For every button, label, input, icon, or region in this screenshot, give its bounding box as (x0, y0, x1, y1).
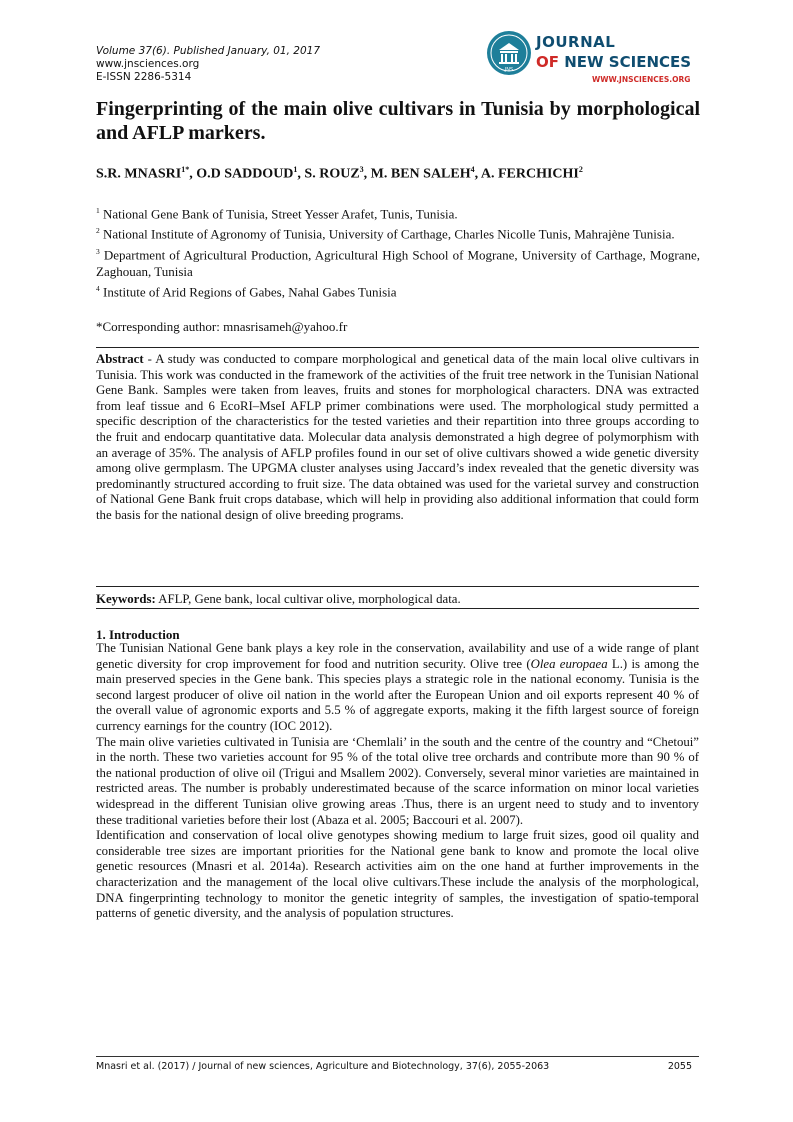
author-affiliation-mark: 2 (578, 165, 583, 174)
keywords (96, 592, 461, 607)
author-affiliation-mark: 1* (181, 165, 190, 174)
author-list (96, 165, 583, 183)
intro-paragraph-3: Identification and conservation of local olive genotypes showing medium to large fruit sizes, good oil quality and considerable tree sizes are important priorities for the National gene bank to know and promote the local olive genetic resources (Mnasri et al. 2014a). Research activities aim on the one hand at further improvements in the characterization and the management of the local olive cultivars.These include the analysis of the morphological, DNA fingerprinting technology to monitor the genetic integrity of samples, the investigation of spatio-temporal patterns of genetic diversity, and the analysis of population structures. (96, 828, 699, 921)
affiliation-number: 2 (96, 226, 100, 236)
abstract-bottom-rule (96, 586, 699, 587)
journal-seal-icon (486, 30, 532, 76)
logo-journal-word: JOURNAL (536, 33, 616, 51)
intro-p1-text-b: L.) is among the main preserved species in the Gene bank. This species plays a strategic role in the national economy. Tunisia is the second largest producer of olive oil nation in the world after the European Union and oil exports represent 40 % of the overall value of agronomic exports and 5.5 % of aggregate exports, making it the fifth largest source of foreign currency earnings for the country (IOC 2012). (96, 656, 699, 733)
affiliations (96, 202, 700, 300)
logo-new-sciences (536, 53, 691, 71)
abstract-text: - A study was conducted to compare morphological and genetical data of the main local olive cultivars in Tunisia. This work was conducted in the framework of the activities of the fruit tree network in the Tunisian National Gene Bank. Samples were taken from leaves, fruits and stones for morphological characters. DNA was extracted from leaf tissue and 6 EcoRI–MseI AFLP primer combinations were used. The morphological study permitted a specific description of the characteristics for the tested varieties and their repartition into three groups according to the fruit and endocarp quantitative data. Molecular data analysis demonstrated a high degree of polymorphism with an average of 35%. The analysis of AFLP profiles found in our set of olive cultivars showed a wide genetic diversity among olive germplasm. The UPGMA cluster analyses using Jaccard’s index revealed that the genetic diversity was predominantly structured according to fruit size. The data obtained was used for the varietal survey and construction of National Gene Bank fruit crops database, which will help in providing also additional information that could form the basis for the national design of olive breeding programs. (96, 352, 699, 522)
author-name: S.R. MNASRI (96, 166, 182, 182)
species-name: Olea europaea (530, 656, 608, 671)
section-heading-introduction: 1. Introduction (96, 627, 180, 642)
keywords-label: Keywords: (96, 592, 156, 606)
affiliation-number: 1 (96, 206, 100, 215)
affiliation-text: National Institute of Agronomy of Tunisia, University of Carthage, Charles Nicolle Tunis, Mahrajène Tunisia. (99, 226, 675, 242)
affiliation-item (96, 202, 700, 222)
affiliation-number: 3 (96, 246, 100, 256)
author-separator: , (189, 166, 197, 182)
journal-header-meta (96, 45, 320, 84)
author-name: A. FERCHICHI (480, 166, 579, 182)
logo-new-sciences-word: NEW SCIENCES (564, 53, 692, 71)
author-affiliation-mark: 3 (359, 165, 364, 174)
intro-p1-text-a: The Tunisian National Gene bank plays a key role in the conservation, availability and use of a wide range of plant genetic diversity for crop improvement for food and nutrition security. Olive tree ( (96, 641, 699, 671)
footer-citation: Mnasri et al. (2017) / Journal of new sciences, Agriculture and Biotechnology, 37(6), 2055-2063 (96, 1061, 550, 1072)
abstract (96, 352, 699, 524)
author-separator: , (474, 166, 481, 182)
affiliation-item (96, 243, 700, 280)
abstract-label: Abstract (96, 352, 144, 366)
affiliation-number: 4 (96, 283, 100, 293)
introduction-body (96, 641, 699, 922)
affiliation-item (96, 222, 700, 242)
intro-paragraph-2: The main olive varieties cultivated in Tunisia are ‘Chemlali’ in the south and the centre of the country and “Chetoui” in the north. These two varieties account for 95 % of the total olive tree orchards and contribute more than 90 % of the national production of olive oil (Trigui and Msallem 2002). Conversely, several minor varieties are maintained in restricted areas. The number is probably underestimated because of the scarce information on minor local varieties widespread in the different Tunisian olive growing areas .Thus, there is an urgent need to study and to inventory these traditional varieties before their lost (Abaza et al. 2005; Baccouri et al. 2007). (96, 734, 699, 827)
keywords-bottom-rule (96, 608, 699, 609)
page-number: 2055 (667, 1061, 692, 1072)
author-separator: , (363, 166, 371, 182)
affiliation-text: Institute of Arid Regions of Gabes, Nahal Gabes Tunisia (99, 284, 397, 300)
author-name: O.D SADDOUD (196, 166, 294, 182)
issn: E-ISSN 2286-5314 (96, 71, 192, 83)
abstract-top-rule (96, 347, 699, 348)
journal-logo (486, 30, 706, 90)
author-affiliation-mark: 1 (293, 165, 298, 174)
affiliation-text: Department of Agricultural Production, Agricultural High School of Mograne, University of Carthage, Mograne, Zaghouan, Tunisia (96, 246, 700, 279)
logo-url: WWW.JNSCIENCES.ORG (592, 75, 691, 84)
keywords-text: AFLP, Gene bank, local cultivar olive, morphological data. (155, 592, 461, 606)
author-separator: , (297, 166, 305, 182)
logo-of-word: OF (536, 53, 559, 71)
corresponding-author: *Corresponding author: mnasrisameh@yahoo.fr (96, 319, 348, 334)
author-affiliation-mark: 4 (470, 165, 475, 174)
affiliation-item (96, 280, 700, 300)
author-name: S. ROUZ (304, 166, 360, 182)
author-name: M. BEN SALEH (370, 166, 471, 182)
paper-title: Fingerprinting of the main olive cultivars in Tunisia by morphological and AFLP markers. (96, 98, 700, 144)
footer-rule (96, 1056, 699, 1057)
volume-info: Volume 37(6). Published January, 01, 2017 (96, 45, 320, 57)
website: www.jnsciences.org (96, 58, 200, 70)
intro-paragraph-1 (96, 641, 699, 735)
seal-text: JNS (504, 67, 514, 73)
affiliation-text: National Gene Bank of Tunisia, Street Yesser Arafet, Tunis, Tunisia. (99, 206, 458, 222)
